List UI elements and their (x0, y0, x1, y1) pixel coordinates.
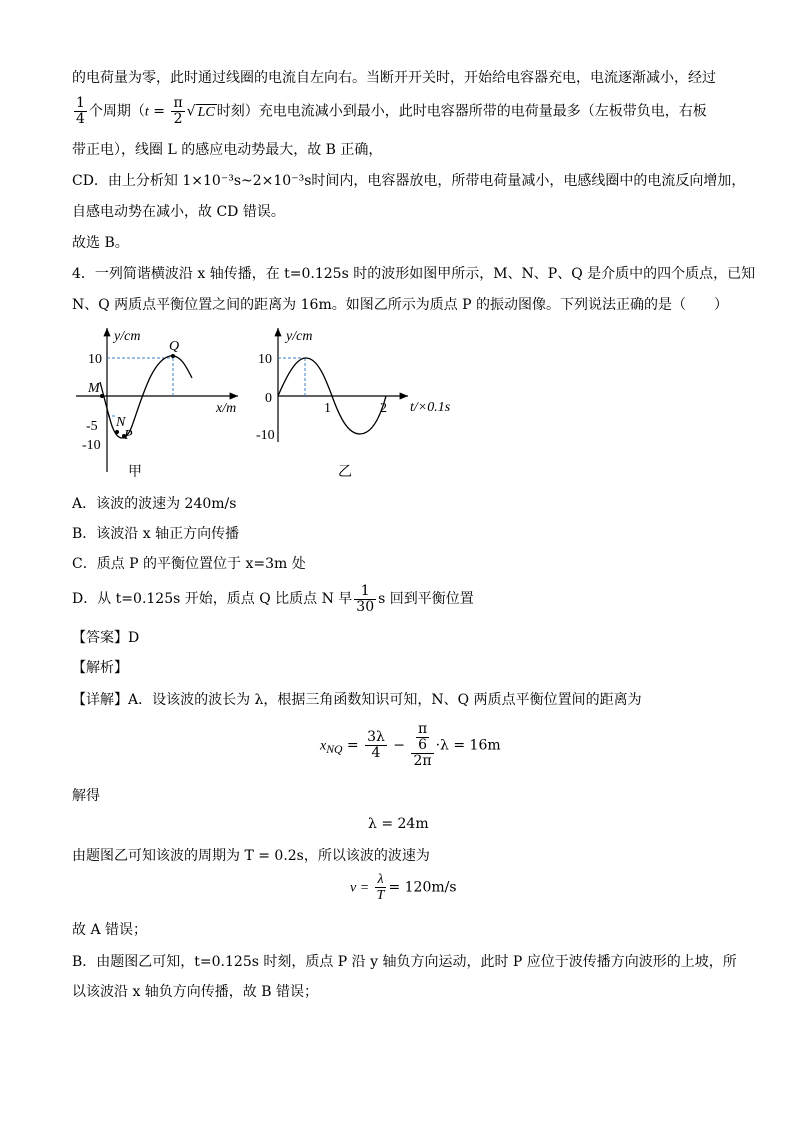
option-d (72, 582, 474, 616)
frac-den: 4 (76, 111, 85, 127)
option-d-text-a: D．从 t=0.125s 开始，质点 Q 比质点 N 早 (72, 591, 353, 607)
eq1-x: x (320, 738, 327, 754)
question-line-2: N、Q 两质点平衡位置之间的距离为 16m。如图乙所示为质点 P 的振动图像。下列说法正确的是（ ） (72, 297, 729, 313)
fig-b-tick-m10: -10 (256, 428, 275, 443)
fig-a-tick-m5: -5 (86, 419, 98, 434)
intro-line-2: $\frac{1}{4}$ 个周期（t = $\frac{\pi}{2}$ √ LC 时刻）充电电流减小到最小，此时电容器所带的电荷量最多（左板带负电，右板 (76, 95, 707, 127)
frac-den: 6 (418, 737, 427, 753)
b-line-1: B．由题图乙可知，t=0.125s 时刻，质点 P 沿 y 轴负方向运动，此时 P 应位于波传播方向波形的上坡，所 (72, 954, 737, 970)
option-d-text-b: s 回到平衡位置 (378, 591, 474, 607)
fig-a-label-p: P (124, 428, 133, 443)
eq1-rhs: ·λ = 16m (435, 737, 501, 754)
fig-b-xlabel: t/×0.1s (410, 400, 451, 415)
frac-num: 1 (76, 95, 85, 111)
wave-curve (100, 356, 192, 438)
intro-line-1: 的电荷量为零，此时通过线圈的电流自左向右。当断开开关时，开始给电容器充电，电流逐渐减小，经过 (72, 70, 716, 86)
fig-b-ylabel: y/cm (286, 329, 313, 344)
fig-a-xlabel: x/m (216, 401, 237, 416)
option-c: C．质点 P 的平衡位置位于 x=3m 处 (72, 556, 306, 572)
point-q (171, 354, 175, 358)
frac-den: 2 (173, 111, 183, 127)
fig-a-label-m: M (88, 381, 100, 396)
solve-label: 解得 (72, 788, 100, 804)
fig-b-tick-2: 2 (380, 401, 387, 416)
point-n (115, 430, 119, 434)
sqrt-lc: LC (197, 104, 215, 120)
fig-b-tick-10: 10 (258, 352, 272, 367)
analysis-title: 【解析】 (72, 660, 128, 676)
fraction-pi-2 (171, 96, 184, 127)
intro-line-3: 带正电），线圈 L 的感应电动势最大，故 B 正确， (72, 142, 383, 158)
frac-num: 1 (354, 584, 376, 600)
answer: 【答案】D (72, 630, 140, 646)
figure-wave-graph (70, 322, 260, 487)
fig-a-label-n: N (116, 415, 126, 430)
a-wrong: 故 A 错误； (72, 922, 148, 938)
eq3-rhs: = 120m/s (388, 879, 457, 896)
b-line-2: 以该波沿 x 轴负方向传播，故 B 错误； (72, 984, 318, 1000)
eq1-frac-3l4 (365, 730, 387, 761)
frac-den: 30 (356, 598, 375, 615)
intro-line-4: CD．由上分析知 1×10⁻³s~2×10⁻³s时间内，电容器放电，所带电荷量减小，电感线圈中的电流反向增加， (72, 173, 746, 189)
fig-a-label-q: Q (169, 339, 180, 354)
frac-den: 2π (413, 753, 432, 769)
question-line-1: 4．一列简谐横波沿 x 轴传播，在 t=0.125s 时的波形如图甲所示，M、N、P、Q 是介质中的四个质点，已知 (72, 266, 756, 282)
eq1-frac-pi6-2pi (411, 722, 433, 769)
equation-xnq: $x_{NQ}$ = $\frac{3\lambda}{4}$ − $\frac{\frac{\pi}{6}}{2\pi}$ ·λ = 16m (320, 721, 501, 769)
fig-b-caption: 乙 (338, 465, 352, 480)
eq-sign: = (148, 103, 170, 120)
intro-text-a: 个周期（ (88, 103, 145, 120)
eq3-frac (375, 872, 387, 903)
fig-a-tick-10: 10 (88, 352, 102, 367)
period-line: 由题图乙可知该波的周期为 T = 0.2s，所以该波的波速为 (72, 848, 430, 864)
frac-num: π (173, 95, 183, 111)
eq3-v: v = (350, 880, 373, 896)
fig-b-tick-1: 1 (324, 401, 331, 416)
fig-b-tick-0: 0 (265, 391, 272, 406)
intro-line-6: 故选 B。 (72, 235, 129, 251)
fig-a-caption: 甲 (128, 465, 142, 480)
eq1-sub: NQ (326, 743, 343, 757)
fig-a-tick-m10: -10 (82, 438, 101, 453)
intro-line-5: 自感电动势在减小，故 CD 错误。 (72, 204, 285, 220)
point-m (100, 394, 104, 398)
fig-a-ylabel: y/cm (114, 329, 141, 344)
frac-num: 3λ (367, 729, 385, 745)
var-t: t (144, 104, 149, 120)
figure-vibration-graph (250, 322, 480, 487)
fraction-1-30 (354, 584, 376, 615)
equation-lambda: λ = 24m (368, 816, 429, 832)
frac-num: λ (377, 872, 384, 887)
detail-line-1: 【详解】A．设该波的波长为 λ，根据三角函数知识可知，N、Q 两质点平衡位置间的距离为 (72, 692, 642, 708)
frac-num: π (417, 721, 428, 737)
frac-den: 4 (371, 745, 381, 761)
intro-text-b: 时刻）充电电流减小到最小，此时电容器所带的电荷量最多（左板带负电，右板 (216, 103, 707, 120)
frac-den: T (376, 888, 385, 903)
option-a: A．该波的波速为 240m/s (72, 496, 237, 512)
option-b: B．该波沿 x 轴正方向传播 (72, 526, 240, 542)
equation-velocity (350, 872, 457, 903)
fraction-quarter (74, 96, 87, 127)
